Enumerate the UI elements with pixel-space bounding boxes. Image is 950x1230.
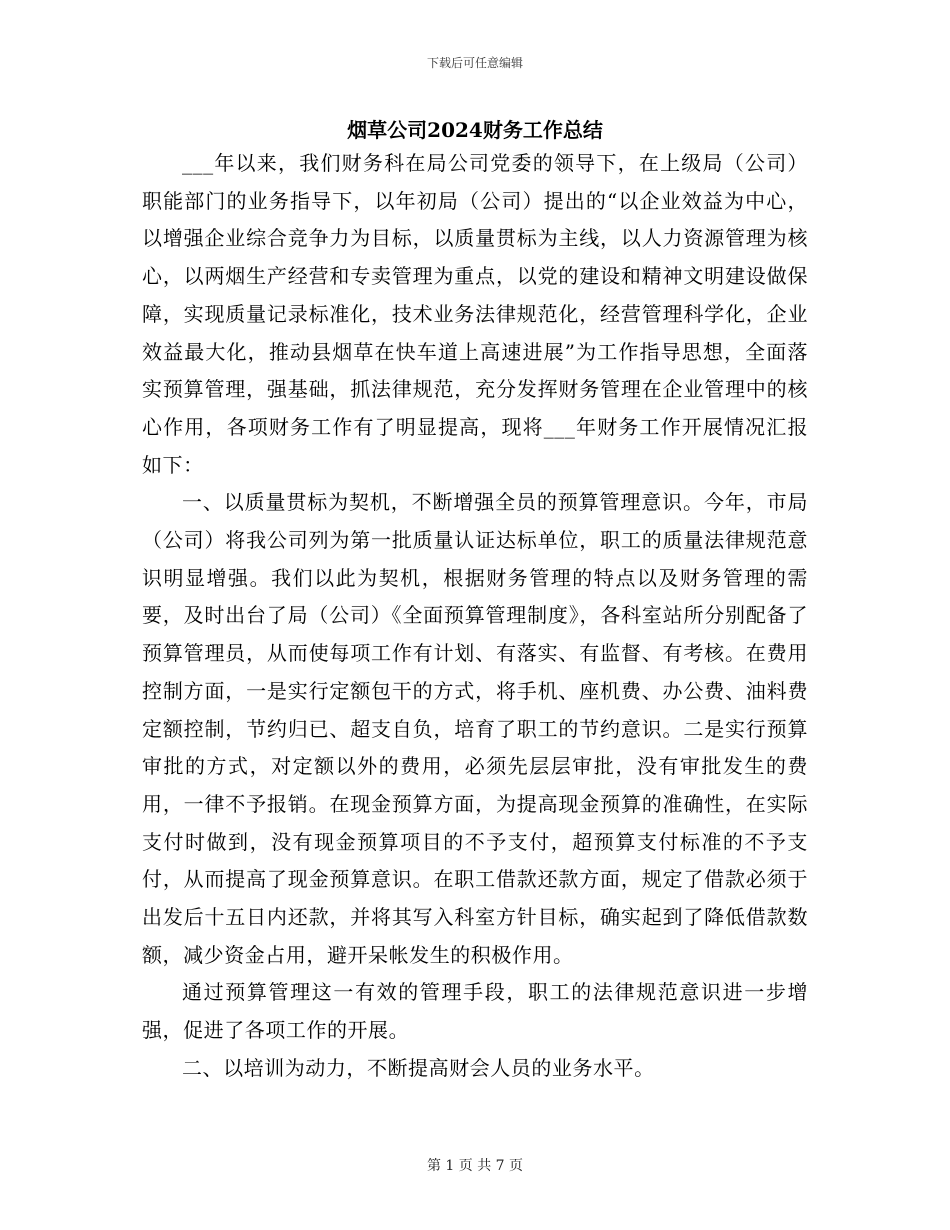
paragraph-summary: 通过预算管理这一有效的管理手段，职工的法律规范意识进一步增强，促进了各项工作的开展。 xyxy=(142,980,808,1043)
paragraph-section-1: 一、以质量贯标为契机，不断增强全员的预算管理意识。今年，市局（公司）将我公司列为第一批质量认证达标单位，职工的质量法律规范意识明显增强。我们以此为契机，根据财务管理的特点以及财务管理的需要，及时出台了局（公司）《全面预算管理制度》，各科室站所分别配备了预算管理员，从而使每项工作有计划、有落实、有监督、有考核。在费用控制方面，一是实行定额包干的方式，将手机、座机费、办公费、油料费定额控制，节约归已、超支自负，培育了职工的节约意识。二是实行预算审批的方式，对定额以外的费用，必须先层层审批，没有审批发生的费用，一律不予报销。在现金预算方面，为提高现金预算的准确性，在实际支付时做到，没有现金预算项目的不予支付，超预算支付标准的不予支付，从而提高了现金预算意识。在职工借款还款方面，规定了借款必须于出发后十五日内还款，并将其写入科室方针目标，确实起到了降低借款数额，减少资金占用，避开呆帐发生的积极作用。 xyxy=(142,490,808,967)
document-body xyxy=(142,145,808,1088)
paragraph-section-2-heading: 二、以培训为动力，不断提高财会人员的业务水平。 xyxy=(182,1055,655,1080)
document-title: 烟草公司2024财务工作总结 xyxy=(347,118,603,142)
page-header-note: 下载后可任意编辑 xyxy=(426,56,523,70)
page-number: 第 1 页 共 7 页 xyxy=(426,1158,524,1174)
paragraph-intro: ___年以来，我们财务科在局公司党委的领导下，在上级局（公司）职能部门的业务指导下，以年初局（公司）提出的“以企业效益为中心，以增强企业综合竞争力为目标，以质量贯标为主线，以人力资源管理为核心，以两烟生产经营和专卖管理为重点，以党的建设和精神文明建设做保障，实现质量记录标准化，技术业务法律规范化，经营管理科学化，企业效益最大化，推动县烟草在快车道上高速进展”为工作指导思想，全面落实预算管理，强基础，抓法律规范，充分发挥财务管理在企业管理中的核心作用，各项财务工作有了明显提高，现将___年财务工作开展情况汇报如下： xyxy=(142,151,808,477)
